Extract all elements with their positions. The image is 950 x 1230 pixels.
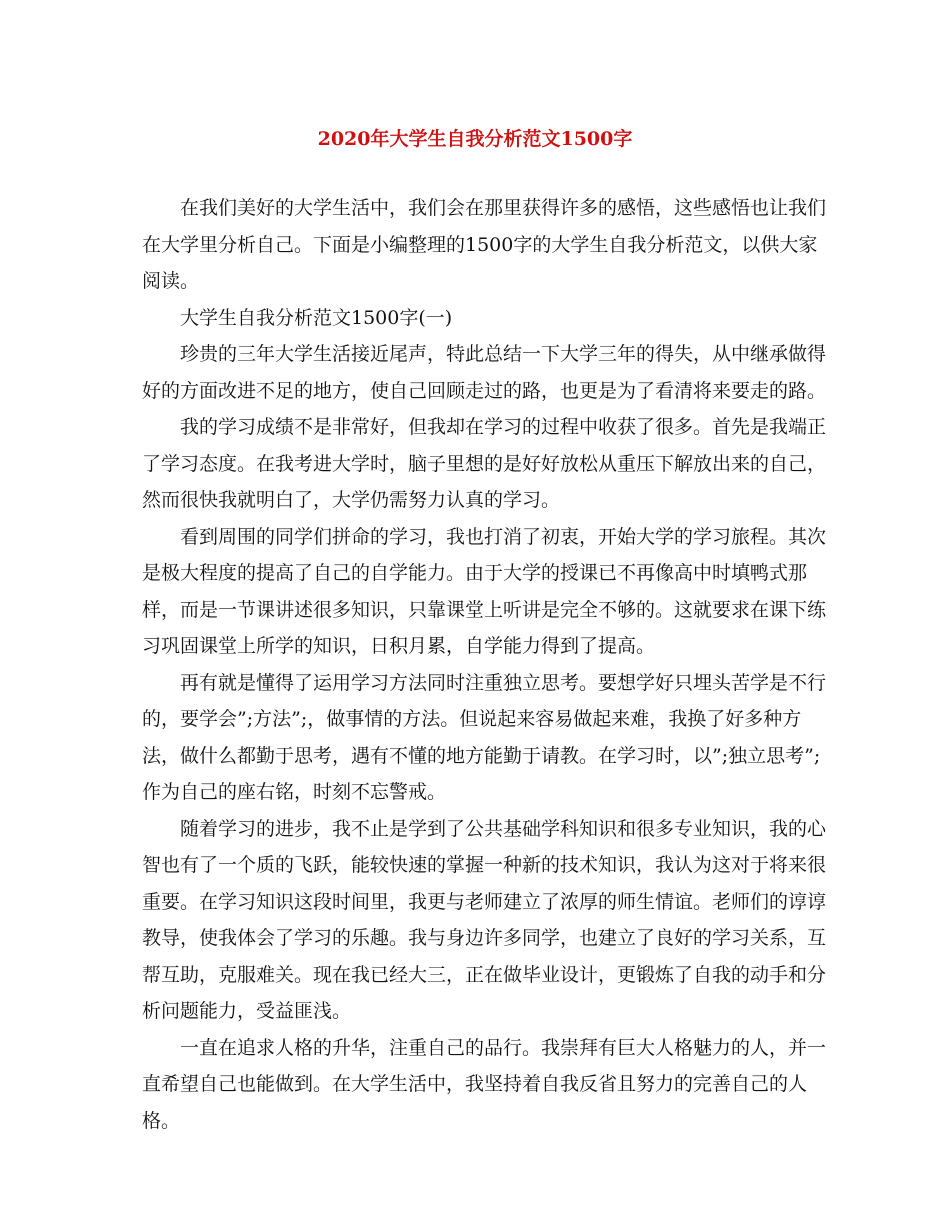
- section-heading: 大学生自我分析范文1500字(一): [180, 306, 453, 329]
- document-title: 2020年大学生自我分析范文1500字: [317, 128, 633, 150]
- document-body: [142, 190, 832, 1139]
- paragraph: 珍贵的三年大学生活接近尾声，特此总结一下大学三年的得失，从中继承做得好的方面改进不足的地方，使自己回顾走过的路，也更是为了看清将来要走的路。: [142, 343, 827, 402]
- paragraph-intro: 在我们美好的大学生活中，我们会在那里获得许多的感悟，这些感悟也让我们在大学里分析自己。下面是小编整理的1500字的大学生自我分析范文，以供大家阅读。: [142, 197, 827, 292]
- paragraph: 我的学习成绩不是非常好，但我却在学习的过程中收获了很多。首先是我端正了学习态度。在我考进大学时，脑子里想的是好好放松从重压下解放出来的自己，然而很快我就明白了，大学仍需努力认真的学习。: [142, 416, 827, 511]
- paragraph: 随着学习的进步，我不止是学到了公共基础学科知识和很多专业知识，我的心智也有了一个质的飞跃，能较快速的掌握一种新的技术知识，我认为这对于将来很重要。在学习知识这段时间里，我更与老师建立了浓厚的师生情谊。老师们的谆谆教导，使我体会了学习的乐趣。我与身边许多同学，也建立了良好的学习关系，互帮互助，克服难关。现在我已经大三，正在做毕业设计，更锻炼了自我的动手和分析问题能力，受益匪浅。: [142, 817, 827, 1022]
- paragraph: 一直在追求人格的升华，注重自己的品行。我崇拜有巨大人格魅力的人，并一直希望自己也能做到。在大学生活中，我坚持着自我反省且努力的完善自己的人格。: [142, 1036, 827, 1132]
- paragraph: 再有就是懂得了运用学习方法同时注重独立思考。要想学好只埋头苦学是不行的，要学会”;方法”;，做事情的方法。但说起来容易做起来难，我换了好多种方法，做什么都勤于思考，遇有不懂的地方能勤于请教。在学习时，以”;独立思考”;作为自己的座右铭，时刻不忘警戒。: [142, 671, 827, 803]
- paragraph: 看到周围的同学们拼命的学习，我也打消了初衷，开始大学的学习旅程。其次是极大程度的提高了自己的自学能力。由于大学的授课已不再像高中时填鸭式那样，而是一节课讲述很多知识，只靠课堂上听讲是完全不够的。这就要求在课下练习巩固课堂上所学的知识，日积月累，自学能力得到了提高。: [142, 525, 827, 657]
